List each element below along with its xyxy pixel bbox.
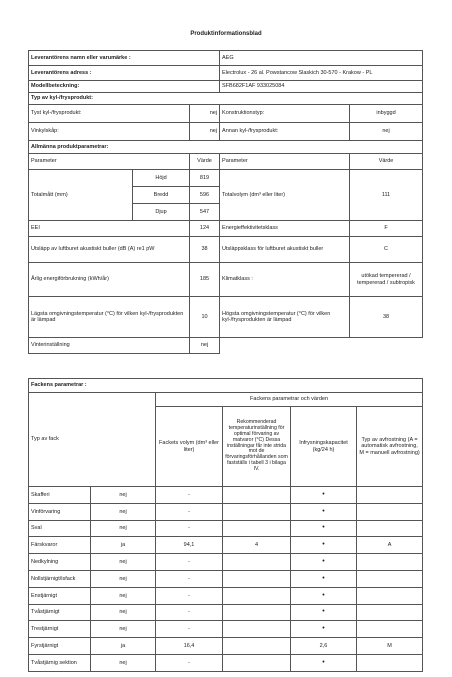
depth-value: 547 <box>190 204 220 221</box>
compartment-defrost-cell: A <box>357 537 423 554</box>
compartment-present-cell: nej <box>91 554 156 571</box>
compartment-freeze-cell: • <box>291 520 357 537</box>
compartment-freeze-cell: • <box>291 487 357 504</box>
compartment-present-cell: ja <box>91 638 156 655</box>
winter-value: nej <box>190 338 220 354</box>
compartment-freeze-cell: • <box>291 554 357 571</box>
compartment-name-cell: Färskvaror <box>29 537 91 554</box>
value-header: Värde <box>190 154 220 170</box>
compartment-defrost-cell <box>357 654 423 671</box>
other-value: nej <box>350 123 423 141</box>
compartment-volume-cell: - <box>156 570 223 587</box>
compartment-name-cell: Trestjärnigt <box>29 621 91 638</box>
compartment-freeze-cell: • <box>291 654 357 671</box>
noise-value: 38 <box>190 237 220 263</box>
compartment-temp-cell <box>223 487 291 504</box>
table-row <box>29 587 423 604</box>
climate-class-label: Klimatklass : <box>220 263 350 297</box>
compartment-volume-cell: - <box>156 654 223 671</box>
compartment-name-cell: Tvåstjärnigt <box>29 604 91 621</box>
table-row <box>29 520 423 537</box>
compartment-present-cell: nej <box>91 621 156 638</box>
supplier-address-label: Leverantörens adress : <box>29 66 220 81</box>
compartment-volume-cell: - <box>156 487 223 504</box>
blank-cell <box>220 338 350 354</box>
height-label: Höjd <box>133 170 190 187</box>
compartment-name-cell: Nedkylning <box>29 554 91 571</box>
compartment-freeze-cell: 2,6 <box>291 638 357 655</box>
eei-value: 124 <box>190 221 220 237</box>
table-row <box>29 638 423 655</box>
compartment-temp-cell <box>223 503 291 520</box>
compartment-volume-cell: - <box>156 520 223 537</box>
compartment-temp-cell <box>223 621 291 638</box>
compartment-temp-cell <box>223 654 291 671</box>
table-row <box>29 654 423 671</box>
table-row <box>29 503 423 520</box>
compartment-table <box>28 378 423 672</box>
temp-header: Rekommenderad temperaturinställning för optimal förvaring av matvaror (°C) Dessa inställningar får inte strida mot de förvaringsförhållanden som fastställs i tabell 3 i bilaga IV. <box>223 407 291 487</box>
compartment-freeze-cell: • <box>291 503 357 520</box>
width-value: 596 <box>190 187 220 204</box>
table-row <box>29 570 423 587</box>
volume-label: Totalvolym (dm³ eller liter) <box>220 170 350 221</box>
compartment-rows <box>29 487 423 672</box>
annual-energy-label: Årlig energiförbrukning (kWh/år) <box>29 263 190 297</box>
compartment-volume-cell: - <box>156 621 223 638</box>
table-row <box>29 537 423 554</box>
compartment-present-cell: ja <box>91 537 156 554</box>
compartment-volume-cell: - <box>156 503 223 520</box>
min-temp-value: 10 <box>190 297 220 338</box>
general-section-heading: Allmänna produktparametrar: <box>29 141 423 154</box>
defrost-header: Typ av avfrostning (A = automatisk avfrostning, M = manuell avfrostning) <box>357 407 423 487</box>
compartment-freeze-cell: • <box>291 537 357 554</box>
compartment-present-cell: nej <box>91 570 156 587</box>
max-temp-value: 38 <box>350 297 423 338</box>
compartment-defrost-cell <box>357 487 423 504</box>
compartment-temp-cell <box>223 520 291 537</box>
compartment-temp-cell <box>223 570 291 587</box>
winter-label: Vinterinställning <box>29 338 190 354</box>
compartment-defrost-cell <box>357 621 423 638</box>
value-header-2: Värde <box>350 154 423 170</box>
eei-label: EEI <box>29 221 190 237</box>
compartment-freeze-cell: • <box>291 604 357 621</box>
compartment-volume-cell: 94,1 <box>156 537 223 554</box>
model-label: Modellbeteckning: <box>29 81 220 93</box>
compartment-temp-cell <box>223 587 291 604</box>
noise-class-label: Utsläppsklass för luftburet akustiskt buller <box>220 237 350 263</box>
general-info-table <box>28 50 423 354</box>
dims-label: Totalmått (mm) <box>29 170 133 221</box>
compartment-name-cell: Nollstjärnigt/isfack <box>29 570 91 587</box>
compartment-temp-cell <box>223 604 291 621</box>
compartment-defrost-cell <box>357 587 423 604</box>
compartment-volume-cell: - <box>156 604 223 621</box>
volume-header: Fackets volym (dm³ eller liter) <box>156 407 223 487</box>
param-header: Parameter <box>29 154 190 170</box>
compartment-present-cell: nej <box>91 520 156 537</box>
compartment-temp-cell <box>223 638 291 655</box>
model-value: SFB682F1AF 933025084 <box>220 81 423 93</box>
wine-value: nej <box>190 123 220 141</box>
compartment-freeze-cell: • <box>291 587 357 604</box>
compartment-group-header: Fackens parametrar och värden <box>156 393 423 407</box>
compartment-present-cell: nej <box>91 604 156 621</box>
compartment-defrost-cell <box>357 503 423 520</box>
freeze-header: Infrysningskapacitet (kg/24 h) <box>291 407 357 487</box>
volume-value: 111 <box>350 170 423 221</box>
annual-energy-value: 185 <box>190 263 220 297</box>
compartment-defrost-cell <box>357 520 423 537</box>
param-header-2: Parameter <box>220 154 350 170</box>
compartment-defrost-cell <box>357 604 423 621</box>
compartment-name-cell: Skafferi <box>29 487 91 504</box>
other-label: Annan kyl-/frysprodukt: <box>220 123 350 141</box>
compartment-present-cell: nej <box>91 654 156 671</box>
supplier-name-label: Leverantörens namn eller varumärke : <box>29 51 220 66</box>
compartment-defrost-cell <box>357 570 423 587</box>
depth-label: Djup <box>133 204 190 221</box>
compartment-temp-cell <box>223 554 291 571</box>
compartment-volume-cell: - <box>156 587 223 604</box>
min-temp-label: Lägsta omgivningstemperatur (°C) för vilken kyl-/frysprodukten är lämpad <box>29 297 190 338</box>
energy-class-value: F <box>350 221 423 237</box>
noise-class-value: C <box>350 237 423 263</box>
compartment-temp-cell: 4 <box>223 537 291 554</box>
blank-cell <box>350 338 423 354</box>
table-row <box>29 487 423 504</box>
compartment-freeze-cell: • <box>291 621 357 638</box>
noise-label: Utsläpp av luftburet akustiskt buller (dB (A) re1 pW <box>29 237 190 263</box>
quiet-label: Tyst kyl-/frysprodukt: <box>29 105 190 123</box>
max-temp-label: Högsta omgivningstemperatur (°C) för vilken kyl-/frysprodukten är lämpad <box>220 297 350 338</box>
page-title: Produktinformationsblad <box>190 31 262 37</box>
compartment-type-header: Typ av fack <box>29 393 156 487</box>
table-row <box>29 554 423 571</box>
construction-label: Konstruktionstyp: <box>220 105 350 123</box>
compartment-name-cell: Enstjärnigt <box>29 587 91 604</box>
compartment-name-cell: Fyrstjärnigt <box>29 638 91 655</box>
compartment-name-cell: Vinförvaring <box>29 503 91 520</box>
wine-label: Vinkylskåp: <box>29 123 190 141</box>
energy-class-label: Energieffektivitetsklass <box>220 221 350 237</box>
compartment-defrost-cell: M <box>357 638 423 655</box>
compartment-volume-cell: - <box>156 554 223 571</box>
compartment-present-cell: nej <box>91 503 156 520</box>
compartment-present-cell: nej <box>91 587 156 604</box>
compartment-name-cell: Sval <box>29 520 91 537</box>
table-row <box>29 621 423 638</box>
supplier-name-value: AEG <box>220 51 423 66</box>
supplier-address-value: Electrolux - 26 al. Powstancow Slaskich 30-570 - Krakow - PL <box>220 66 423 81</box>
quiet-value: nej <box>190 105 220 123</box>
compartment-present-cell: nej <box>91 487 156 504</box>
type-section-heading: Typ av kyl-/frysprodukt: <box>29 93 423 105</box>
width-label: Bredd <box>133 187 190 204</box>
construction-value: inbyggd <box>350 105 423 123</box>
compartment-volume-cell: 16,4 <box>156 638 223 655</box>
climate-class-value: utökad tempererad / tempererad / subtropisk <box>350 263 423 297</box>
height-value: 819 <box>190 170 220 187</box>
compartment-section-heading: Fackens parametrar : <box>29 379 423 393</box>
table-row <box>29 604 423 621</box>
compartment-freeze-cell: • <box>291 570 357 587</box>
compartment-defrost-cell <box>357 554 423 571</box>
compartment-name-cell: Tvåstjärnig sektion <box>29 654 91 671</box>
